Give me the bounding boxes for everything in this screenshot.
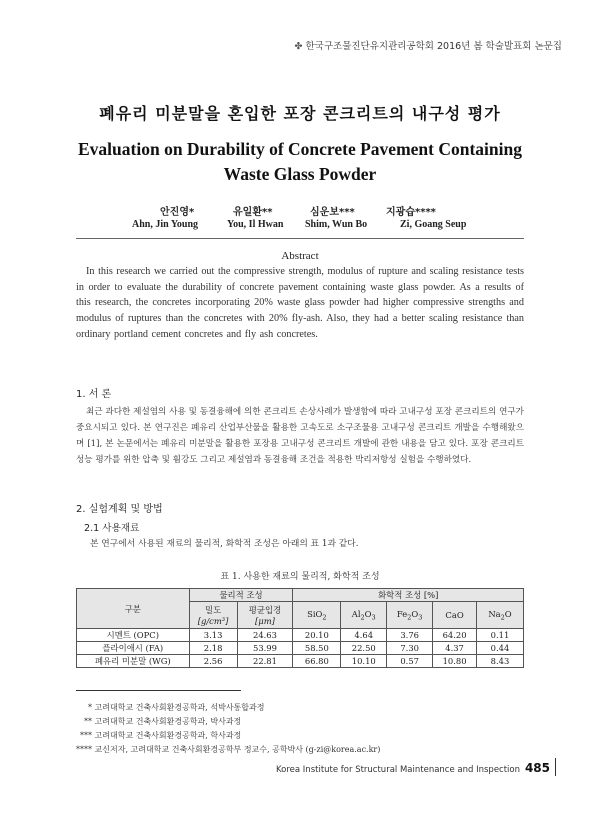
materials-table: [76, 588, 524, 668]
section21-body: 본 연구에서 사용된 재료의 물리적, 화학적 조성은 아래의 표 1과 같다.: [90, 539, 359, 549]
section1-heading: 1. 서 론: [76, 389, 112, 400]
table-header-size: [237, 602, 293, 629]
table-header-division: 구분: [77, 589, 190, 629]
table-cell: 20.10: [293, 629, 341, 642]
row-label: 시멘트 (OPC): [77, 629, 190, 642]
footnote-3: *** 고려대학교 건축사회환경공학과, 학사과정: [80, 731, 242, 740]
author-en-4: Zi, Goang Seup: [400, 219, 467, 230]
table-cell: 66.80: [293, 655, 341, 668]
table-row: [77, 642, 524, 655]
section1-body: 최근 과다한 제설염의 사용 및 동결융해에 의한 콘크리트 손상사례가 발생함에 따라 고내구성 포장 콘크리트의 연구가 중요시되고 있다. 본 연구진은 폐유리 산업부산물을 활용한 고속도로 소구조물용 고내구성 콘크리트 개발을 수행해왔으며 [1], 본 논문에서는 폐유리 미분말을 활용한 포장용 고내구성 콘크리트 개발에 관한 내용을 담고 있다. 포장 콘크리트 성능 평가를 위한 압축 및 휨강도 그리고 제설염과 동결융해 조건을 적용한 박리저항성 실험을 수행하였다.: [76, 407, 524, 465]
running-header: [295, 38, 562, 52]
author-ko-4: 지광습****: [386, 207, 436, 218]
title-english: [0, 137, 600, 187]
author-ko-1: 안진영*: [160, 207, 195, 218]
table-cell: 58.50: [293, 642, 341, 655]
table-cell: 24.63: [237, 629, 293, 642]
table-cell: 53.99: [237, 642, 293, 655]
table-cell: 64.20: [433, 629, 477, 642]
table-header-chemical: 화학적 조성 [%]: [293, 589, 524, 602]
footnote-divider: [76, 690, 241, 691]
size-label: 평균입경: [248, 605, 282, 615]
author-en-2: You, Il Hwan: [227, 219, 284, 230]
table-cell: 4.64: [341, 629, 387, 642]
section21-heading: 2.1 사용재료: [84, 523, 140, 534]
density-label: 밀도: [204, 605, 222, 615]
row-label: 폐유리 미분말 (WG): [77, 655, 190, 668]
footnote-4: **** 교신저자, 고려대학교 건축사회환경공학부 정교수, 공학박사 (g-zi@korea.ac.kr): [76, 745, 381, 754]
section2-heading: 2. 실험계획 및 방법: [76, 504, 163, 515]
table-header-physical: 물리적 조성: [189, 589, 293, 602]
author-ko-3: 심운보***: [310, 207, 355, 218]
table-cell: 0.11: [477, 629, 524, 642]
table-cell: 3.13: [189, 629, 237, 642]
table-cell: 2.18: [189, 642, 237, 655]
header-mark-icon: ✤: [294, 41, 303, 52]
page-number-bar: [555, 758, 556, 776]
table-cell: 22.81: [237, 655, 293, 668]
table-cell: 10.10: [341, 655, 387, 668]
density-unit: [g/cm³]: [197, 616, 229, 626]
author-en-1: Ahn, Jin Young: [132, 219, 199, 230]
table-header-na2o: $Na_2O$: [477, 602, 524, 629]
abstract-body: In this research we carried out the compressive strength, modulus of rupture and scaling resistance tests in order to evaluate the durability of concrete pavement containing waste glass powder. As a results of this research, the concretes incorporating 20% waste glass powder had higher compressive strengths and modulus of ruptures than the concretes with 20% fly-ash. Also, they had a better scaling resistance than ordinary portland cement concretes and fly ash concretes.: [76, 266, 524, 340]
page-number: 485: [524, 761, 550, 775]
abstract-divider: [76, 238, 524, 239]
table-caption: 표 1. 사용한 재료의 물리적, 화학적 조성: [220, 572, 380, 582]
author-en-3: Shim, Wun Bo: [305, 219, 368, 230]
footer-text: Korea Institute for Structural Maintenance and Inspection: [276, 765, 520, 775]
size-unit: [μm]: [255, 616, 275, 626]
title-english-line2: Waste Glass Powder: [223, 164, 377, 184]
table-cell: 10.80: [433, 655, 477, 668]
title-english-line1: Evaluation on Durability of Concrete Pavement Containing: [78, 139, 522, 159]
row-label: 플라이애시 (FA): [77, 642, 190, 655]
table-row: [77, 629, 524, 642]
title-korean: 폐유리 미분말을 혼입한 포장 콘크리트의 내구성 평가: [99, 104, 501, 123]
table-cell: 0.57: [387, 655, 433, 668]
table-row: [77, 655, 524, 668]
table-header-fe2o3: $Fe_2O_3$: [387, 602, 433, 629]
table-cell: 4.37: [433, 642, 477, 655]
table-cell: 8.43: [477, 655, 524, 668]
table-cell: 2.56: [189, 655, 237, 668]
table-cell: 22.50: [341, 642, 387, 655]
abstract-heading: Abstract: [281, 250, 319, 262]
table-header-density: [189, 602, 237, 629]
header-text: 한국구조물진단유지관리공학회 2016년 봄 학술발표회 논문집: [305, 41, 562, 52]
table-cell: 3.76: [387, 629, 433, 642]
footnote-2: ** 고려대학교 건축사회환경공학과, 박사과정: [84, 717, 242, 726]
table-header-al2o3: $Al_2O_3$: [341, 602, 387, 629]
author-ko-2: 유일환**: [233, 207, 273, 218]
table-header-cao: CaO: [433, 602, 477, 629]
table-cell: 7.30: [387, 642, 433, 655]
table-cell: 0.44: [477, 642, 524, 655]
footnote-1: * 고려대학교 건축사회환경공학과, 석박사통합과정: [88, 703, 265, 712]
table-header-sio2: SiO$_2$: [293, 602, 341, 629]
